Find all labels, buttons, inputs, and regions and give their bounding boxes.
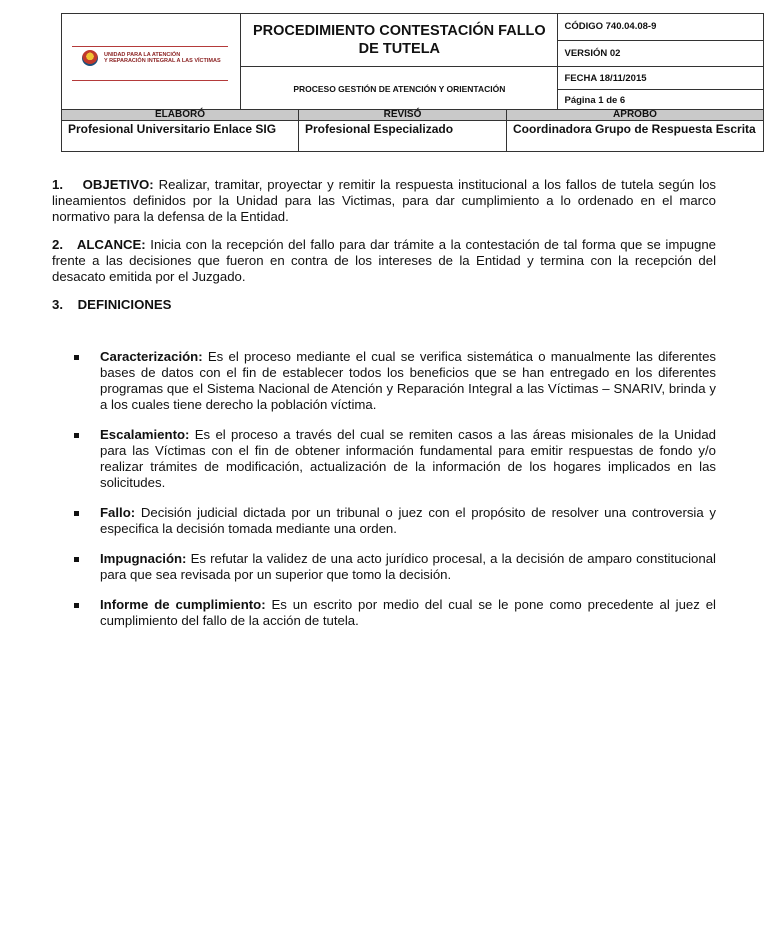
aprobo-value: Coordinadora Grupo de Respuesta Escrita [507,121,764,152]
definition-term: Caracterización: [100,349,203,364]
coat-of-arms-icon [82,50,98,66]
logo-divider-bottom [72,80,228,81]
document-title: PROCEDIMIENTO CONTESTACIÓN FALLO DE TUTELA [253,23,546,57]
section-text: Inicia con la recepción del fallo para dar trámite a la contestación de tal forma que se impugne frente a las decisiones que fueron en contra de los intereses de la Entidad y termina con la recepción del desacato emitida por el Juzgado. [52,237,716,284]
document-code: CÓDIGO 740.04.08-9 [564,21,657,33]
section-title: ALCANCE: [76,237,146,252]
aprobo-label: APROBO [507,110,764,121]
page-cell [558,90,764,111]
bullet-icon [74,355,79,360]
section-alcance [52,237,716,285]
definition-term: Informe de cumplimiento: [100,597,266,612]
section-title: DEFINICIONES [77,297,172,312]
signature-table [61,109,764,152]
logo-cell [62,14,241,111]
code-cell [558,14,764,41]
definition-term: Escalamiento: [100,427,190,442]
list-item [74,551,716,583]
definition-term: Impugnación: [100,551,187,566]
section-title: OBJETIVO: [82,177,154,192]
document-version: VERSIÓN 02 [564,47,621,59]
logo-text-line1: UNIDAD PARA LA ATENCIÓN [104,52,181,58]
list-item [74,505,716,537]
reviso-value: Profesional Especializado [299,121,507,152]
document-header [61,13,764,111]
logo-text-line2: Y REPARACIÓN INTEGRAL A LAS VÍCTIMAS [104,58,221,64]
elaboro-label: ELABORÓ [62,110,299,121]
elaboro-value: Profesional Universitario Enlace SIG [62,121,299,152]
bullet-icon [74,433,79,438]
institution-logo [82,50,221,66]
bullet-icon [74,511,79,516]
title-cell [241,14,558,67]
list-item [74,597,716,629]
list-item [74,349,716,413]
definition-text: Es un escrito por medio del cual se le pone como precedente al juez el cumplimiento del fallo de la acción de tutela. [100,597,716,628]
reviso-label: REVISÓ [299,110,507,121]
page-number: Página 1 de 6 [564,94,626,106]
section-objetivo [52,177,716,225]
definitions-list [52,349,716,629]
process-name: PROCESO GESTIÓN DE ATENCIÓN Y ORIENTACIÓN [293,83,506,94]
definition-text: Es refutar la validez de una acto jurídico procesal, a la decisión de amparo constitucional para que sea revisada por un superior que tomo la decisión. [100,551,716,582]
section-number: 3. [52,297,63,312]
definition-text: Es el proceso mediante el cual se verifica sistemática o manualmente las diferentes bases de datos con el fin de establecer todos los beneficios que se han entregado en los diferentes programas que el Sistema Nacional de Atención y Reparación Integral a las Víctimas – SNARIV, brinda y a los cuales tiene derecho la población víctima. [100,349,716,412]
date-cell [558,67,764,90]
version-cell [558,40,764,67]
section-number: 2. [52,237,63,252]
document-date: FECHA 18/11/2015 [564,72,647,84]
section-definiciones [52,297,716,313]
bullet-icon [74,603,79,608]
document-body [52,177,716,643]
logo-divider-top [72,46,228,47]
list-item [74,427,716,491]
definition-text: Decisión judicial dictada por un tribunal o juez con el propósito de resolver una controversia y especifica la decisión tomada mediante una orden. [100,505,716,536]
bullet-icon [74,557,79,562]
process-cell [241,67,558,111]
section-number: 1. [52,177,63,192]
definition-term: Fallo: [100,505,136,520]
definition-text: Es el proceso a través del cual se remiten casos a las áreas misionales de la Unidad para las Víctimas con el fin de obtener información fundamental para emitir respuestas de fondo y/o realizar trámites de modificación, actualización de la información de los hogares implicados en las solicitudes. [100,427,716,490]
section-text: Realizar, tramitar, proyectar y remitir la respuesta institucional a los fallos de tutela según los lineamientos definidos por la Unidad para las Victimas, para dar cumplimiento a lo ordenado en el marco normativo para la defensa de la Entidad. [52,177,717,224]
logo-text [104,52,221,64]
